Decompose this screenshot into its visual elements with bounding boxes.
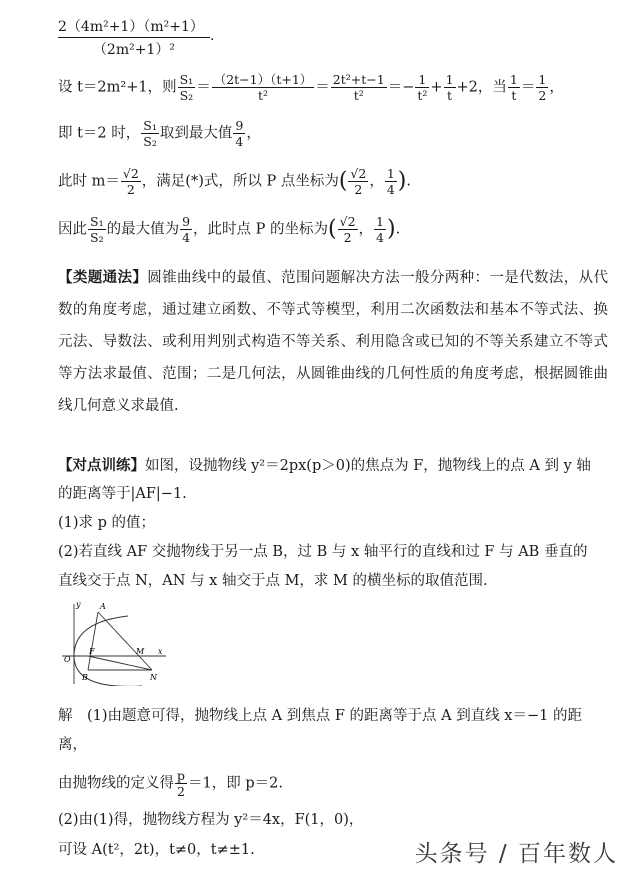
denominator: 4 xyxy=(386,182,395,197)
text: ， xyxy=(246,125,261,142)
numerator: 1 xyxy=(538,72,547,87)
text: . xyxy=(406,173,411,190)
denominator: t² xyxy=(257,88,269,103)
numerator: S₁ xyxy=(179,72,194,87)
solution-line-3 xyxy=(58,768,606,799)
text: ， xyxy=(369,173,384,190)
numerator: √2 xyxy=(350,166,367,181)
line-an xyxy=(98,612,152,670)
fraction xyxy=(121,166,141,197)
text: 取到最大值 xyxy=(159,125,233,142)
fraction xyxy=(175,768,187,799)
fraction xyxy=(338,214,358,245)
numerator: S₁ xyxy=(90,214,104,229)
label-n: N xyxy=(150,673,157,682)
paren-left: ( xyxy=(338,168,348,194)
denominator: t xyxy=(447,88,453,103)
text: . xyxy=(395,221,401,238)
numerator: 1 xyxy=(509,72,518,87)
fraction xyxy=(508,72,520,103)
denominator: 2 xyxy=(126,182,135,197)
line-maximum xyxy=(58,214,606,245)
denominator: 4 xyxy=(376,230,384,245)
label-y: y xyxy=(76,600,81,609)
label-b: B xyxy=(82,673,88,682)
solution-line-2: 离， xyxy=(58,737,87,753)
label-m: M xyxy=(136,647,145,656)
text: 的最大值为 xyxy=(106,221,180,238)
line-set-t xyxy=(58,72,606,103)
text: ，满足(*)式，所以 P 点坐标为 xyxy=(141,173,339,190)
watermark: 头条号 / 百年数人 xyxy=(414,841,618,867)
fraction-numerator: 2（4m²+1）（m²+1） xyxy=(58,16,210,38)
label-o: O xyxy=(64,655,71,664)
numerator: S₁ xyxy=(143,118,157,133)
text: ＝1，即 p＝2. xyxy=(188,775,283,792)
method-paragraph xyxy=(58,262,608,422)
top-fraction xyxy=(58,16,210,59)
numerator: 9 xyxy=(235,118,244,133)
text: ，此时点 P 的坐标为 xyxy=(193,221,329,238)
line-m-value xyxy=(58,166,606,197)
numerator: 2t²+t−1 xyxy=(332,72,385,87)
denominator: 4 xyxy=(235,134,244,149)
line-ab xyxy=(88,612,98,670)
numerator: √2 xyxy=(122,166,139,181)
fraction xyxy=(180,214,192,245)
denominator: t² xyxy=(353,88,364,103)
fraction-period: . xyxy=(210,28,215,44)
fraction xyxy=(415,72,429,103)
numerator: 1 xyxy=(415,72,429,88)
solution-line-1: 解 (1)由题意可得，抛物线上点 A 到焦点 F 的距离等于点 A 到直线 x＝−1 的距 xyxy=(58,708,582,724)
question-2-line-1: (2)若直线 AF 交抛物线于另一点 B，过 B 与 x 轴平行的直线和过 F 与 AB 垂直的 xyxy=(58,544,588,560)
method-heading: 【类题通法】 xyxy=(58,269,148,286)
fraction-denominator: （2m²+1）² xyxy=(92,42,175,58)
paren-right: ) xyxy=(386,216,396,242)
numerator: √2 xyxy=(339,214,356,229)
denominator: 4 xyxy=(182,230,191,245)
denominator: t xyxy=(511,88,517,103)
text: ＝ xyxy=(196,79,211,96)
denominator: 2 xyxy=(343,230,352,245)
question-2-line-2: 直线交于点 N，AN 与 x 轴交于点 M，求 M 的横坐标的取值范围. xyxy=(58,573,488,589)
exercise-line-2: 的距离等于|AF|−1. xyxy=(58,486,187,502)
text: 设 t＝2m²+1，则 xyxy=(58,79,177,96)
fraction xyxy=(348,166,368,197)
numerator: 1 xyxy=(445,72,454,87)
fraction xyxy=(212,72,315,103)
text: ＝ xyxy=(520,79,536,96)
denominator: t² xyxy=(417,88,428,103)
fraction xyxy=(374,214,386,245)
text: 此时 m＝ xyxy=(58,173,120,190)
fraction xyxy=(444,72,456,103)
method-body: 圆锥曲线中的最值、范围问题解决方法一般分两种：一是代数法，从代数的角度考虑，通过建立函数、不等式等模型，利用二次函数法和基本不等式法、换元法、导数法、或利用判别式构造不等关系、利用隐含或已知的不等关系建立不等式等方法求最值、范围；二是几何法，从圆锥曲线的几何性质的角度考虑，根据圆锥曲线几何意义求最值. xyxy=(58,270,608,414)
fraction xyxy=(178,72,196,103)
fraction xyxy=(88,214,106,245)
paren-left: ( xyxy=(328,216,337,242)
text: ＝− xyxy=(387,79,415,96)
text: + xyxy=(430,79,443,96)
fraction xyxy=(385,166,397,197)
fraction xyxy=(233,118,245,149)
solution-line-4: (2)由(1)得，抛物线方程为 y²＝4x，F(1，0)， xyxy=(58,812,364,828)
solution-line-5: 可设 A(t²，2t)，t≠0，t≠±1. xyxy=(58,842,255,858)
text: ， xyxy=(549,79,564,96)
text: +2，当 xyxy=(456,79,507,96)
exercise-line-1 xyxy=(58,456,606,476)
denominator: 2 xyxy=(177,784,185,799)
text: 因此 xyxy=(58,221,87,238)
exercise-body: 如图，设抛物线 y²＝2px(p＞0)的焦点为 F，抛物线上的点 A 到 y 轴 xyxy=(145,458,591,474)
text: ＝ xyxy=(315,79,330,96)
text: ， xyxy=(358,221,374,238)
numerator: （2t−1）（t+1） xyxy=(213,72,313,87)
text: 即 t＝2 时， xyxy=(58,125,141,142)
denominator: S₂ xyxy=(179,88,194,103)
numerator: 1 xyxy=(376,214,384,229)
denominator: S₂ xyxy=(143,134,157,149)
label-f: F xyxy=(89,647,95,656)
label-x: x xyxy=(158,647,163,656)
numerator: 1 xyxy=(386,166,395,181)
line-t-equals-2 xyxy=(58,118,606,149)
denominator: S₂ xyxy=(90,230,104,245)
question-1: (1)求 p 的值； xyxy=(58,515,156,531)
denominator: 2 xyxy=(538,88,547,103)
line-fn xyxy=(88,656,152,670)
fraction xyxy=(536,72,548,103)
paren-right: ) xyxy=(397,168,407,194)
numerator: p xyxy=(177,768,186,783)
label-a: A xyxy=(100,602,106,611)
text: 由抛物线的定义得 xyxy=(58,775,174,792)
parabola-figure xyxy=(58,598,170,686)
denominator: 2 xyxy=(354,182,363,197)
numerator: 9 xyxy=(182,214,191,229)
exercise-heading: 【对点训练】 xyxy=(58,457,145,474)
fraction xyxy=(331,72,387,103)
fraction xyxy=(141,118,159,149)
